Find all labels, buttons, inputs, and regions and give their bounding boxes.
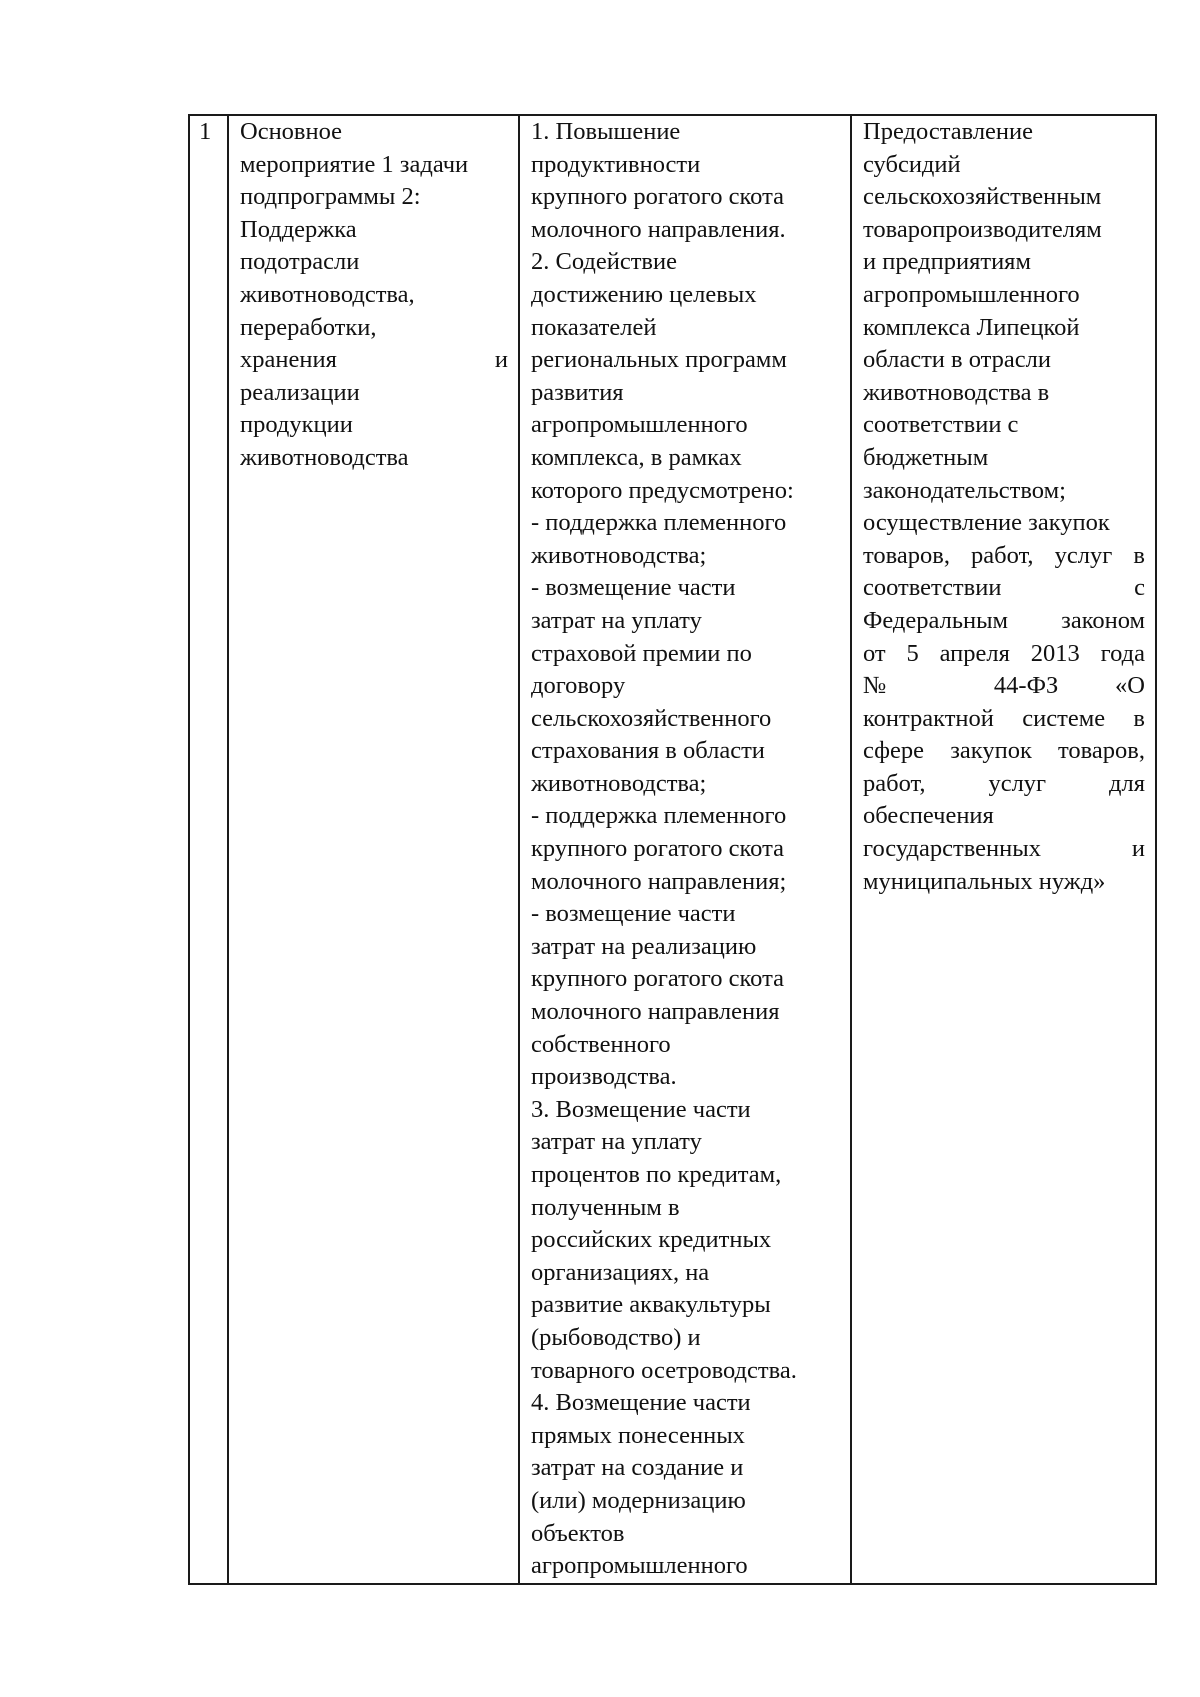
activity-name-cell (228, 115, 519, 1584)
text-line: № 44-ФЗ «О (863, 672, 1145, 700)
text-line: комплекса Липецкой (863, 313, 1080, 341)
text-line: хранения и (240, 346, 508, 374)
text-line: переработки, (240, 313, 377, 341)
text-line: региональных программ (531, 346, 787, 374)
text-line: муниципальных нужд» (863, 867, 1106, 895)
text-line: которого предусмотрено: (531, 476, 794, 504)
text-line: от 5 апреля 2013 года (863, 639, 1145, 667)
text-line: полученным в (531, 1193, 680, 1221)
text-line: страховой премии по (531, 639, 752, 667)
table-row (189, 115, 1156, 1584)
text-line: - поддержка племенного (531, 509, 787, 537)
text-line: собственного (531, 1030, 671, 1058)
text-line: товаропроизводителям (863, 215, 1102, 243)
activity-name-text (240, 116, 508, 475)
text-line: области в отрасли (863, 346, 1051, 374)
text-line: товаров, работ, услуг в (863, 541, 1145, 569)
text-line: затрат на реализацию (531, 932, 757, 960)
text-line: - поддержка племенного (531, 802, 787, 830)
text-line: обеспечения (863, 802, 994, 830)
text-line: развития (531, 378, 624, 406)
text-line: затрат на уплату (531, 1128, 702, 1156)
text-line: Федеральным законом (863, 606, 1145, 634)
text-line: соответствии с (863, 574, 1145, 602)
text-line: объектов (531, 1519, 625, 1547)
implementation-mechanism-text (863, 116, 1145, 898)
text-line: - возмещение части (531, 574, 736, 602)
text-line: контрактной системе в (863, 704, 1145, 732)
text-line: животноводства в (863, 378, 1050, 406)
text-line: реализации (240, 378, 360, 406)
text-line: молочного направления (531, 998, 780, 1026)
text-line: - возмещение части (531, 900, 736, 928)
program-activities-table (188, 114, 1157, 1585)
text-line: показателей (531, 313, 657, 341)
text-line: молочного направления. (531, 215, 786, 243)
text-line: субсидий (863, 150, 961, 178)
text-line: страхования в области (531, 737, 765, 765)
text-line: продукции (240, 411, 353, 439)
text-line: соответствии с (863, 411, 1019, 439)
text-line: договору (531, 672, 626, 700)
text-line: сфере закупок товаров, (863, 737, 1145, 765)
text-line: 2. Содействие (531, 248, 677, 276)
text-line: сельскохозяйственным (863, 183, 1102, 211)
text-line: Основное (240, 118, 343, 145)
text-line: работ, услуг для (863, 769, 1145, 797)
text-line: прямых понесенных (531, 1421, 745, 1449)
text-line: животноводства (240, 443, 409, 471)
row-number: 1 (199, 118, 212, 145)
text-line: подпрограммы 2: (240, 183, 421, 211)
text-line: организациях, на (531, 1258, 710, 1286)
text-line: (или) модернизацию (531, 1486, 746, 1514)
text-line: 4. Возмещение части (531, 1389, 751, 1417)
text-line: подотрасли (240, 248, 360, 276)
text-line: затрат на создание и (531, 1454, 744, 1482)
implementation-mechanism-cell (851, 115, 1156, 1584)
text-line: животноводства; (531, 769, 707, 797)
text-line: и предприятиям (863, 248, 1031, 276)
text-line: товарного осетроводства. (531, 1356, 797, 1384)
text-line: 1. Повышение (531, 118, 681, 145)
text-line: российских кредитных (531, 1226, 772, 1254)
row-number-cell (189, 115, 228, 1584)
text-line: молочного направления; (531, 867, 787, 895)
text-line: крупного рогатого скота (531, 965, 784, 993)
text-line: комплекса, в рамках (531, 443, 742, 471)
text-line: производства. (531, 1063, 677, 1091)
text-line: животноводства; (531, 541, 707, 569)
text-line: процентов по кредитам, (531, 1161, 782, 1188)
text-line: государственных и (863, 835, 1145, 863)
text-line: Предоставление (863, 118, 1034, 145)
text-line: бюджетным (863, 443, 989, 471)
text-line: сельскохозяйственного (531, 704, 772, 732)
text-line: крупного рогатого скота (531, 183, 784, 211)
text-line: агропромышленного (531, 411, 748, 439)
text-line: 3. Возмещение части (531, 1095, 751, 1123)
text-line: осуществление закупок (863, 509, 1110, 537)
text-line: крупного рогатого скота (531, 835, 784, 863)
text-line: агропромышленного (531, 1552, 748, 1580)
text-line: (рыбоводство) и (531, 1323, 701, 1351)
text-line: достижению целевых (531, 280, 757, 308)
text-line: мероприятие 1 задачи (240, 150, 469, 178)
text-line: развитие аквакультуры (531, 1291, 771, 1319)
activity-description-text (531, 116, 840, 1583)
text-line: затрат на уплату (531, 606, 702, 634)
activity-description-cell (519, 115, 851, 1584)
text-line: агропромышленного (863, 280, 1080, 308)
text-line: Поддержка (240, 215, 357, 243)
text-line: законодательством; (863, 476, 1066, 504)
text-line: продуктивности (531, 150, 701, 178)
text-line: животноводства, (240, 280, 415, 308)
